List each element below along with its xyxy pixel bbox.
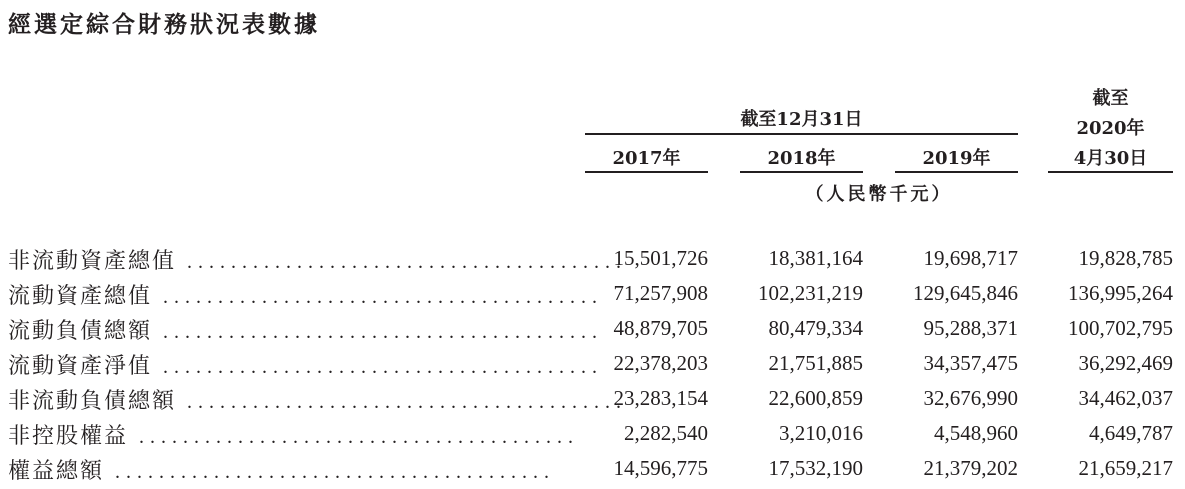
- row-label: [8, 314, 604, 345]
- row-label-text: 非流動負債總額: [8, 389, 177, 414]
- row-value: 19,828,785: [1078, 246, 1173, 270]
- col-header-2020-line3: 4月30日: [1073, 148, 1148, 169]
- row-label-text: 流動資產淨值: [8, 354, 153, 379]
- row-value: 129,645,846: [913, 281, 1018, 305]
- row-value: 21,379,202: [923, 456, 1018, 480]
- unit-label: （人民幣千元）: [805, 184, 953, 205]
- row-label-text: 非控股權益: [8, 424, 129, 449]
- row-value: 4,548,960: [934, 421, 1018, 445]
- row-label: [8, 349, 604, 380]
- row-value: 71,257,908: [613, 281, 708, 305]
- row-value: 100,702,795: [1068, 316, 1173, 340]
- document-title: 經選定綜合財務狀況表數據: [8, 12, 320, 38]
- group-header-rule: [585, 133, 1018, 135]
- row-label-text: 流動資產總值: [8, 284, 153, 309]
- row-value: 14,596,775: [613, 456, 708, 480]
- row-label: [8, 279, 604, 310]
- row-value: 4,649,787: [1089, 421, 1173, 445]
- col-header-2017: 2017年: [612, 148, 681, 169]
- leader-dots: ........................................: [176, 391, 628, 413]
- row-value: 21,659,217: [1078, 456, 1173, 480]
- row-value: 102,231,219: [758, 281, 863, 305]
- row-value: 2,282,540: [624, 421, 708, 445]
- leader-dots: ........................................: [152, 321, 604, 343]
- row-value: 17,532,190: [768, 456, 863, 480]
- row-value: 34,357,475: [923, 351, 1018, 375]
- row-label: [8, 244, 628, 275]
- row-value: 3,210,016: [779, 421, 863, 445]
- col-rule-2020: [1048, 171, 1173, 173]
- row-value: 22,600,859: [768, 386, 863, 410]
- col-header-2019: 2019年: [922, 148, 991, 169]
- leader-dots: ........................................: [104, 461, 556, 483]
- row-value: 48,879,705: [613, 316, 708, 340]
- col-header-2020-line2: 2020年: [1076, 118, 1145, 139]
- leader-dots: ........................................: [152, 286, 604, 308]
- col-rule-2019: [895, 171, 1018, 173]
- leader-dots: ........................................: [128, 426, 580, 448]
- row-value: 34,462,037: [1078, 386, 1173, 410]
- row-label-text: 權益總額: [8, 459, 105, 484]
- row-value: 18,381,164: [768, 246, 863, 270]
- row-value: 32,676,990: [923, 386, 1018, 410]
- row-label: [8, 384, 628, 415]
- row-label: [8, 454, 558, 485]
- row-value: 19,698,717: [923, 246, 1018, 270]
- leader-dots: ........................................: [176, 251, 628, 273]
- row-value: 22,378,203: [613, 351, 708, 375]
- row-label-text: 流動負債總額: [8, 319, 153, 344]
- row-value: 15,501,726: [613, 246, 708, 270]
- row-value: 80,479,334: [768, 316, 863, 340]
- row-value: 36,292,469: [1078, 351, 1173, 375]
- period-group-header: 截至12月31日: [740, 109, 863, 130]
- row-value: 21,751,885: [768, 351, 863, 375]
- col-header-2018: 2018年: [767, 148, 836, 169]
- col-header-2020-line1: 截至: [1092, 88, 1129, 109]
- col-rule-2018: [740, 171, 863, 173]
- row-label: [8, 419, 580, 450]
- row-value: 136,995,264: [1068, 281, 1173, 305]
- leader-dots: ........................................: [152, 356, 604, 378]
- row-value: 23,283,154: [613, 386, 708, 410]
- col-rule-2017: [585, 171, 708, 173]
- row-value: 95,288,371: [923, 316, 1018, 340]
- row-label-text: 非流動資產總值: [8, 249, 177, 274]
